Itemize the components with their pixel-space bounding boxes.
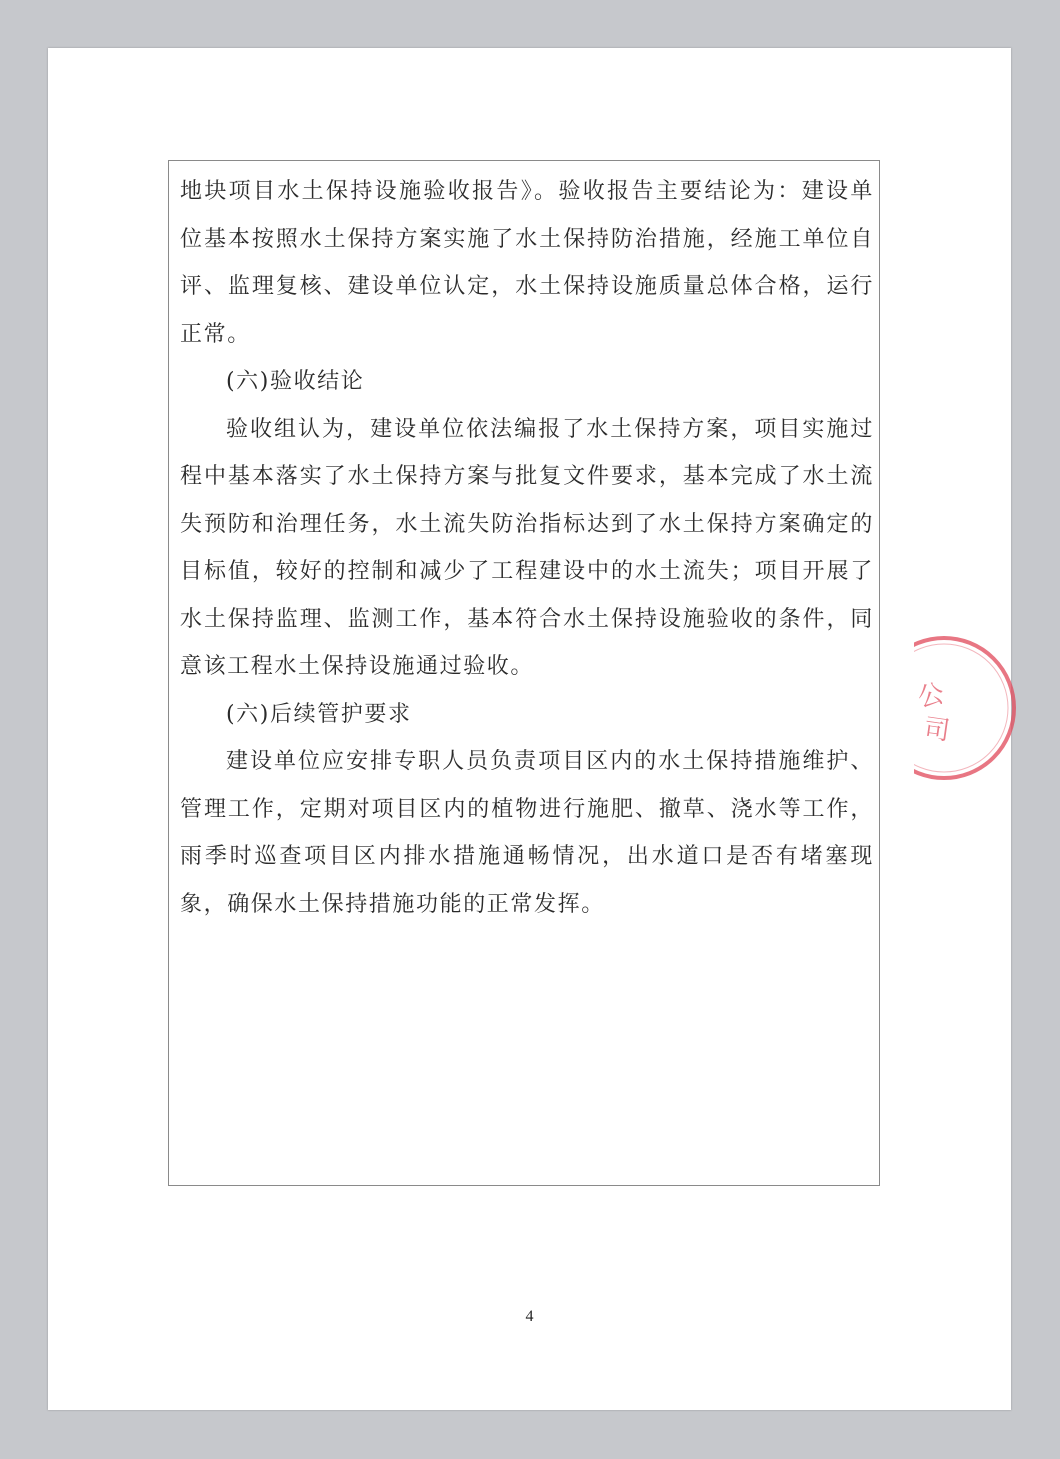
seal-stamp-icon	[914, 616, 1024, 786]
body-text	[180, 168, 874, 928]
paragraph-acceptance-conclusion: 验收组认为，建设单位依法编报了水土保持方案，项目实施过程中基本落实了水土保持方案与批复文件要求，基本完成了水土流失预防和治理任务，水土流失防治指标达到了水土保持方案确定的目标值，较好的控制和减少了工程建设中的水土流失；项目开展了水土保持监理、监测工作，基本符合水土保持设施验收的条件，同意该工程水土保持设施通过验收。	[180, 416, 874, 679]
paragraph-followup-maintenance: 建设单位应安排专职人员负责项目区内的水土保持措施维护、管理工作，定期对项目区内的植物进行施肥、撤草、浇水等工作，雨季时巡查项目区内排水措施通畅情况，出水道口是否有堵塞现象，确保水土保持措施功能的正常发挥。	[180, 749, 874, 917]
company-seal	[914, 616, 1024, 786]
heading-followup-maintenance: (六)后续管护要求	[226, 701, 412, 727]
svg-text:司: 司	[921, 713, 952, 747]
page-number: 4	[525, 1308, 534, 1325]
svg-text:公: 公	[915, 678, 947, 714]
heading-acceptance-conclusion: (六)验收结论	[226, 369, 365, 394]
paragraph-report-conclusion: 地块项目水土保持设施验收报告》。验收报告主要结论为：建设单位基本按照水土保持方案实施了水土保持防治措施，经施工单位自评、监理复核、建设单位认定，水土保持设施质量总体合格，运行正常。	[180, 179, 874, 347]
document-page	[48, 48, 1011, 1410]
